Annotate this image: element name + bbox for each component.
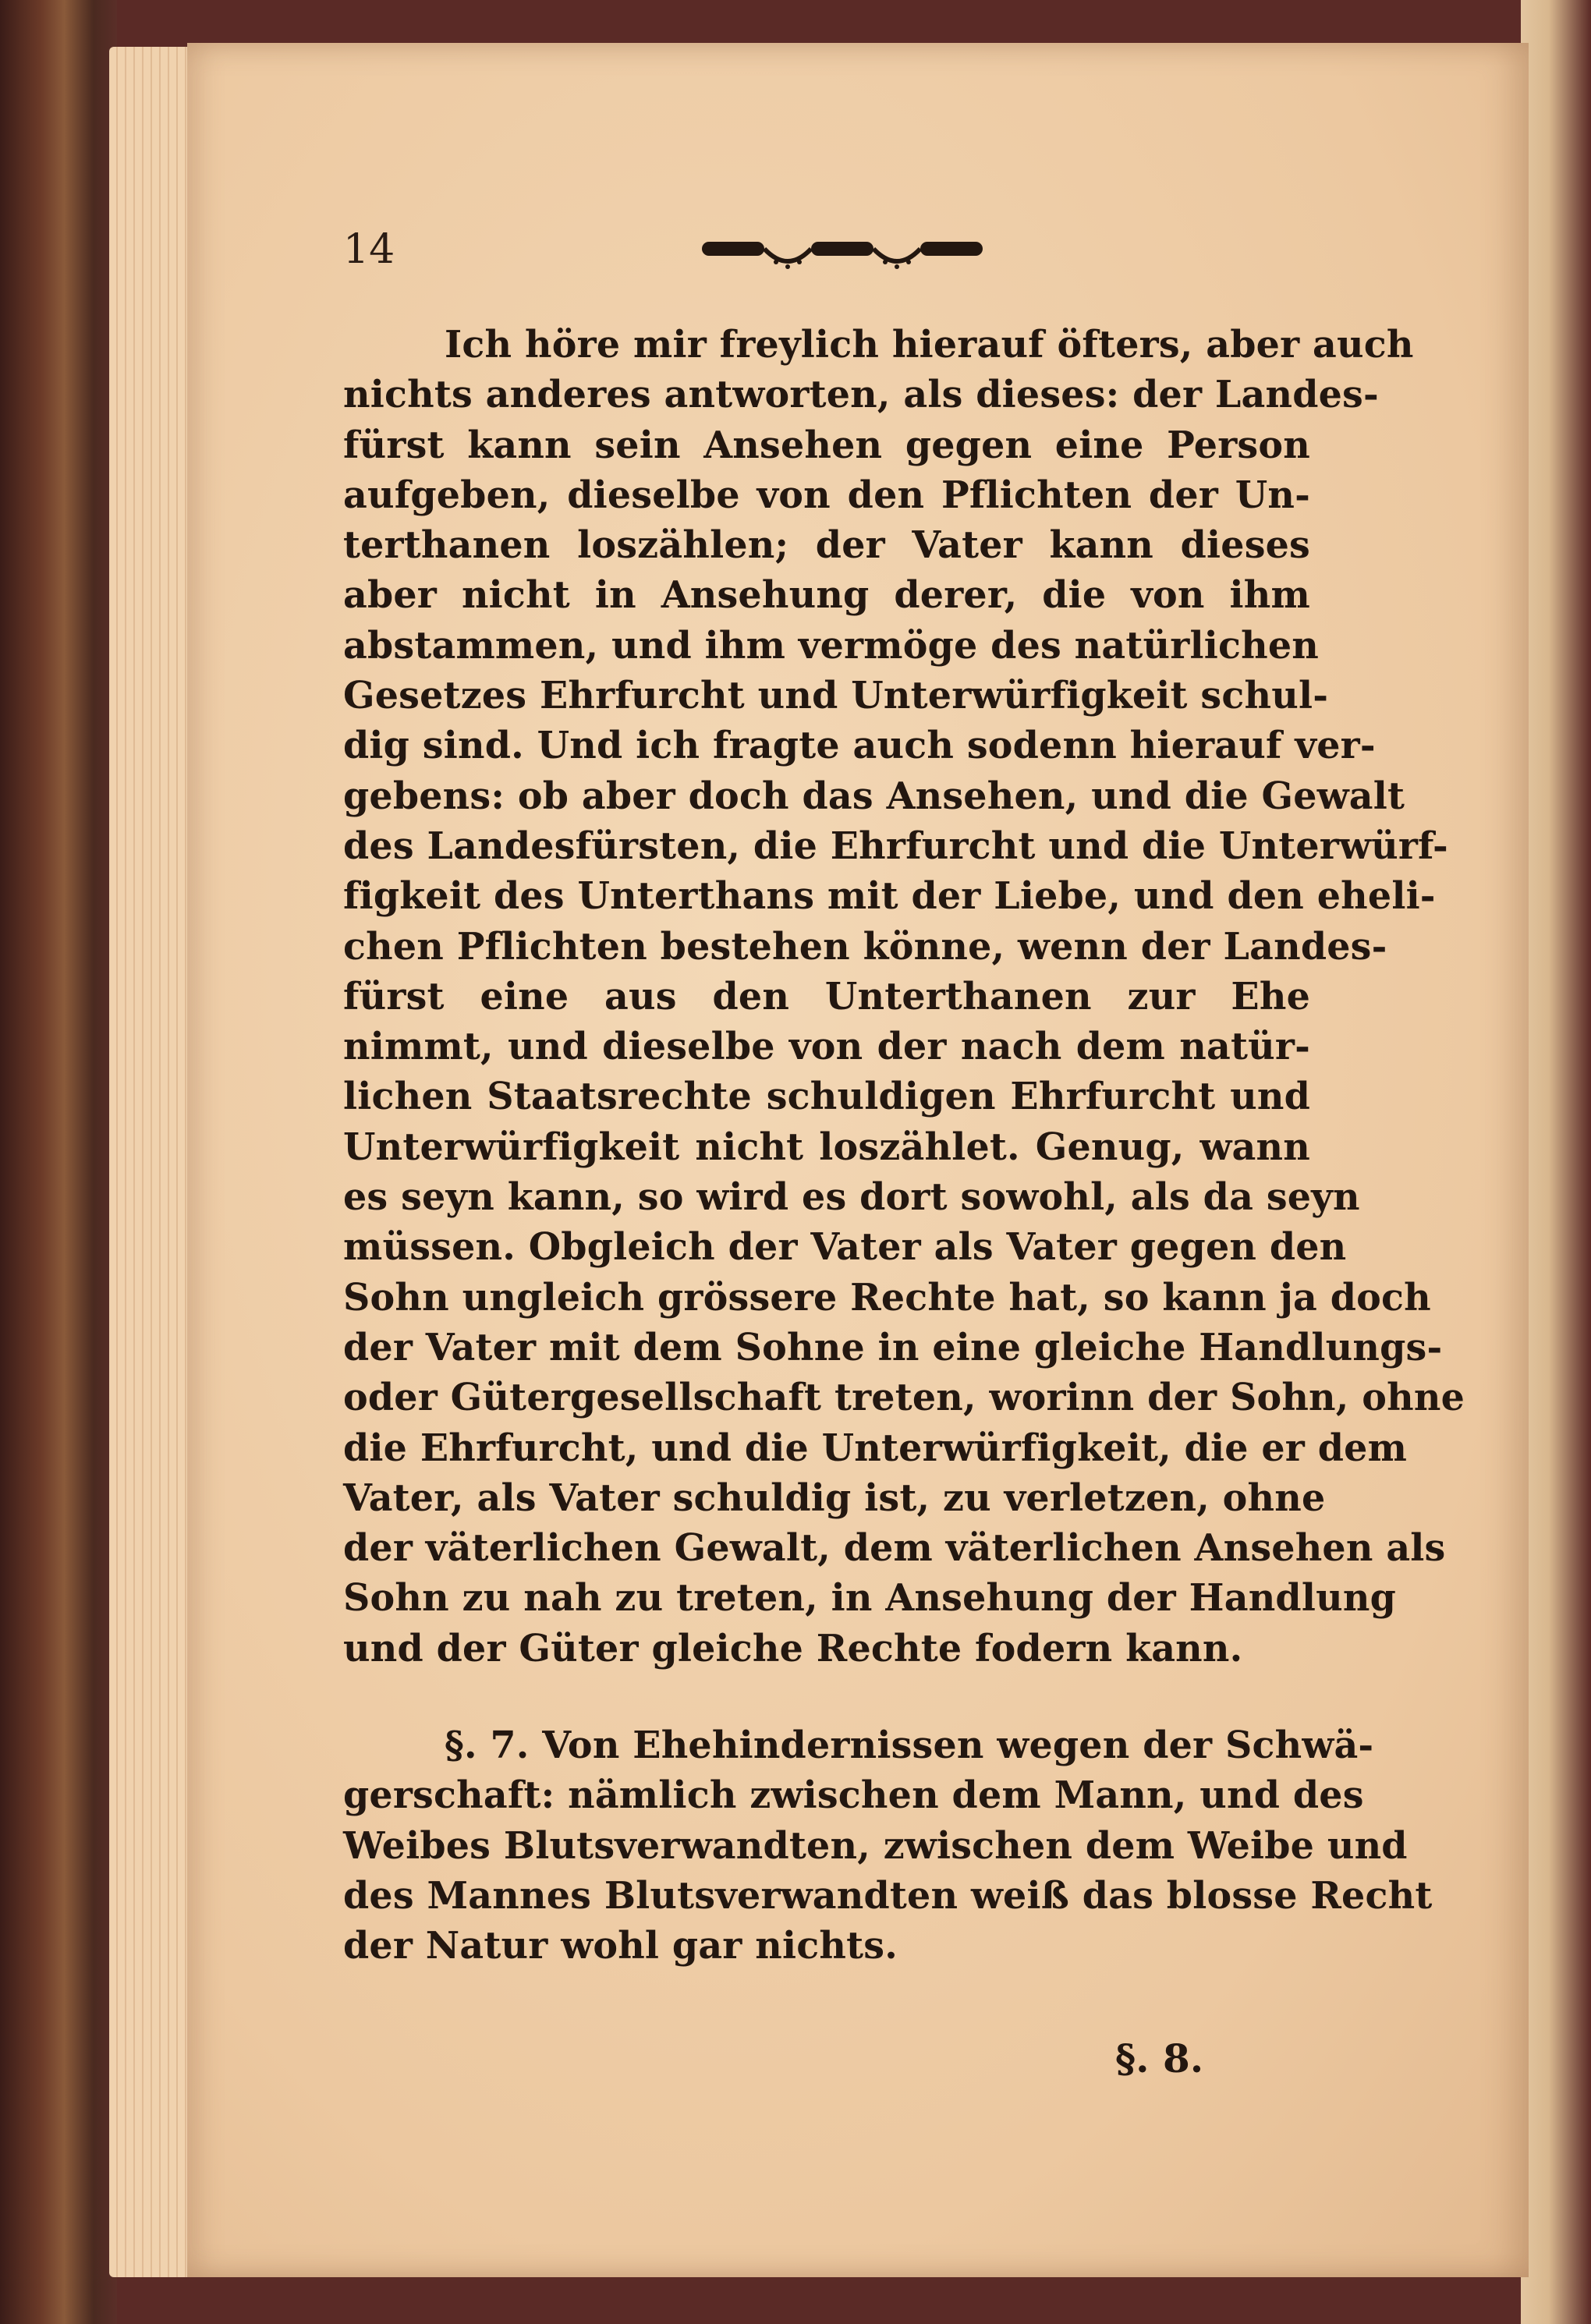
text-line: Ich höre mir freylich hierauf öfters, aber auch xyxy=(445,323,1414,367)
text-line: des Mannes Blutsverwandten weiß das blosse Recht xyxy=(343,1873,1433,1918)
text-line: Gesetzes Ehrfurcht und Unterwürfigkeit schul- xyxy=(343,674,1329,718)
text-line: müssen. Obgleich der Vater als Vater gegen den xyxy=(343,1225,1347,1270)
text-line: aber nicht in Ansehung derer, die von ihm xyxy=(343,573,1310,618)
text-line: §. 7. Von Ehehindernissen wegen der Schwä- xyxy=(445,1724,1374,1768)
text-line: Sohn zu nah zu treten, in Ansehung der Handlung xyxy=(343,1576,1396,1621)
page-header xyxy=(343,226,1326,289)
body-text xyxy=(343,320,1465,1972)
page-number: 14 xyxy=(343,226,395,273)
text-line: chen Pflichten bestehen könne, wenn der Landes- xyxy=(343,924,1387,969)
text-line: und der Güter gleiche Rechte fodern kann. xyxy=(343,1626,1243,1670)
text-line: gebens: ob aber doch das Ansehen, und die Gewalt xyxy=(343,774,1405,818)
text-line: nimmt, und dieselbe von der nach dem natür- xyxy=(343,1025,1310,1069)
text-line: terthanen loszählen; der Vater kann dieses xyxy=(343,523,1310,568)
text-line: abstammen, und ihm vermöge des natürlichen xyxy=(343,623,1319,668)
text-line: lichen Staatsrechte schuldigen Ehrfurcht und xyxy=(343,1075,1310,1119)
catchword: §. 8. xyxy=(1115,2035,1204,2081)
text-line: fürst kann sein Ansehen gegen eine Person xyxy=(343,423,1310,467)
text-line: der Natur wohl gar nichts. xyxy=(343,1924,898,1968)
text-line: die Ehrfurcht, und die Unterwürfigkeit, die er dem xyxy=(343,1426,1408,1470)
book-cover-left xyxy=(0,0,117,2324)
text-line: gerschaft: nämlich zwischen dem Mann, und des xyxy=(343,1773,1364,1818)
text-line: Sohn ungleich grössere Rechte hat, so kann ja doch xyxy=(343,1275,1431,1320)
text-line: Weibes Blutsverwandten, zwischen dem Weibe und xyxy=(343,1823,1408,1868)
text-line: dig sind. Und ich fragte auch sodenn hierauf ver- xyxy=(343,724,1376,768)
text-line: aufgeben, dieselbe von den Pflichten der Un- xyxy=(343,473,1310,517)
text-line: Vater, als Vater schuldig ist, zu verletzen, ohne xyxy=(343,1476,1326,1520)
text-line: figkeit des Unterthans mit der Liebe, und den eheli- xyxy=(343,874,1436,919)
paragraph-1 xyxy=(343,320,1465,1674)
section-7-paragraph xyxy=(343,1720,1433,1971)
text-line: der Vater mit dem Sohne in eine gleiche Handlungs- xyxy=(343,1325,1443,1369)
book-cover-right xyxy=(1521,0,1591,2324)
text-line: nichts anderes antworten, als dieses: der Landes- xyxy=(343,373,1379,417)
decorative-chain-ornament-icon xyxy=(702,231,983,278)
text-line: fürst eine aus den Unterthanen zur Ehe xyxy=(343,974,1310,1019)
page-edges xyxy=(109,47,195,2277)
text-line: der väterlichen Gewalt, dem väterlichen Ansehen als xyxy=(343,1526,1446,1571)
text-line: Unterwürfigkeit nicht loszählet. Genug, wann xyxy=(343,1125,1310,1169)
text-line: es seyn kann, so wird es dort sowohl, als da seyn xyxy=(343,1175,1360,1220)
text-line: des Landesfürsten, die Ehrfurcht und die Unterwürf- xyxy=(343,824,1448,868)
text-line: oder Gütergesellschaft treten, worinn der Sohn, ohne xyxy=(343,1376,1465,1420)
